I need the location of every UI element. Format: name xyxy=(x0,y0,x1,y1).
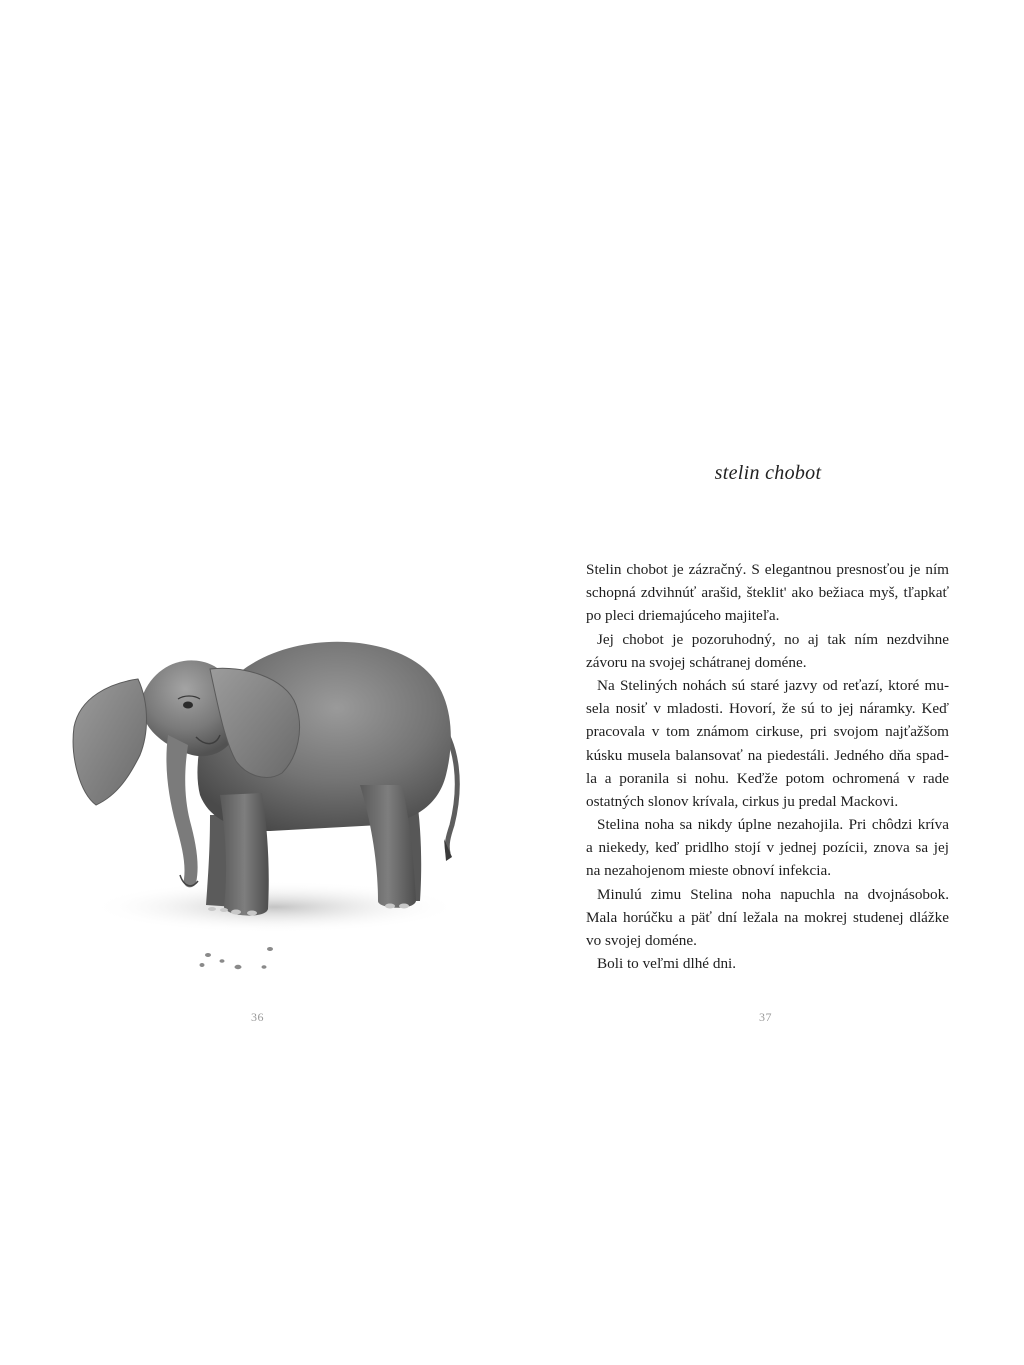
text-line: závoru na svojej schátranej doméne. xyxy=(586,653,807,671)
text-line: schopná zdvihnúť arašid, šteklit' ako bežiaca myš, tľapkať xyxy=(586,584,949,602)
page-number-left: 36 xyxy=(251,1010,264,1024)
text-line: vo svojej doméne. xyxy=(586,932,697,949)
text-line: na nezahojenom mieste obnoví infekcia. xyxy=(586,862,832,880)
text-line: sela nosiť v mladosti. Hovorí, že sú to jej náramky. Keď xyxy=(586,700,949,718)
text-line: Jej chobot je pozoruhodný, no aj tak ním nezdvihne xyxy=(597,630,949,648)
text-line: Stelina noha sa nikdy úplne nezahojila. Pri chôdzi kríva xyxy=(597,816,949,834)
page-number-right: 37 xyxy=(759,1010,772,1024)
text-line: po pleci driemajúceho majiteľa. xyxy=(586,607,780,625)
text-line: kúsku musela balansovať na piedestáli. Jedného dňa spad- xyxy=(586,746,949,764)
text-line: pracovala v tom známom cirkuse, pri svojom najťažšom xyxy=(586,723,949,741)
text-line: Boli to veľmi dlhé dni. xyxy=(597,955,737,973)
text-line: Minulú zimu Stelina noha napuchla na dvojnásobok. xyxy=(597,885,949,903)
text-line: a niekedy, keď pridlho stojí v jednej pozícii, znova sa jej xyxy=(586,839,949,857)
text-line: Mala horúčku a päť dní ležala na mokrej studenej dlážke xyxy=(586,908,949,926)
text-line: Na Steliných nohách sú staré jazvy od reťazí, ktoré mu- xyxy=(597,676,949,694)
text-line: Stelin chobot je zázračný. S elegantnou presnosťou je ním xyxy=(586,561,949,578)
body-text xyxy=(586,558,949,975)
elephant-illustration xyxy=(60,625,470,985)
chapter-title: stelin chobot xyxy=(714,462,822,484)
right-page xyxy=(512,0,1024,1365)
text-line: ostatných slonov krívala, cirkus ju predal Mackovi. xyxy=(586,792,899,810)
text-line: la a poranila si nohu. Keďže potom ochromená v rade xyxy=(586,769,949,787)
